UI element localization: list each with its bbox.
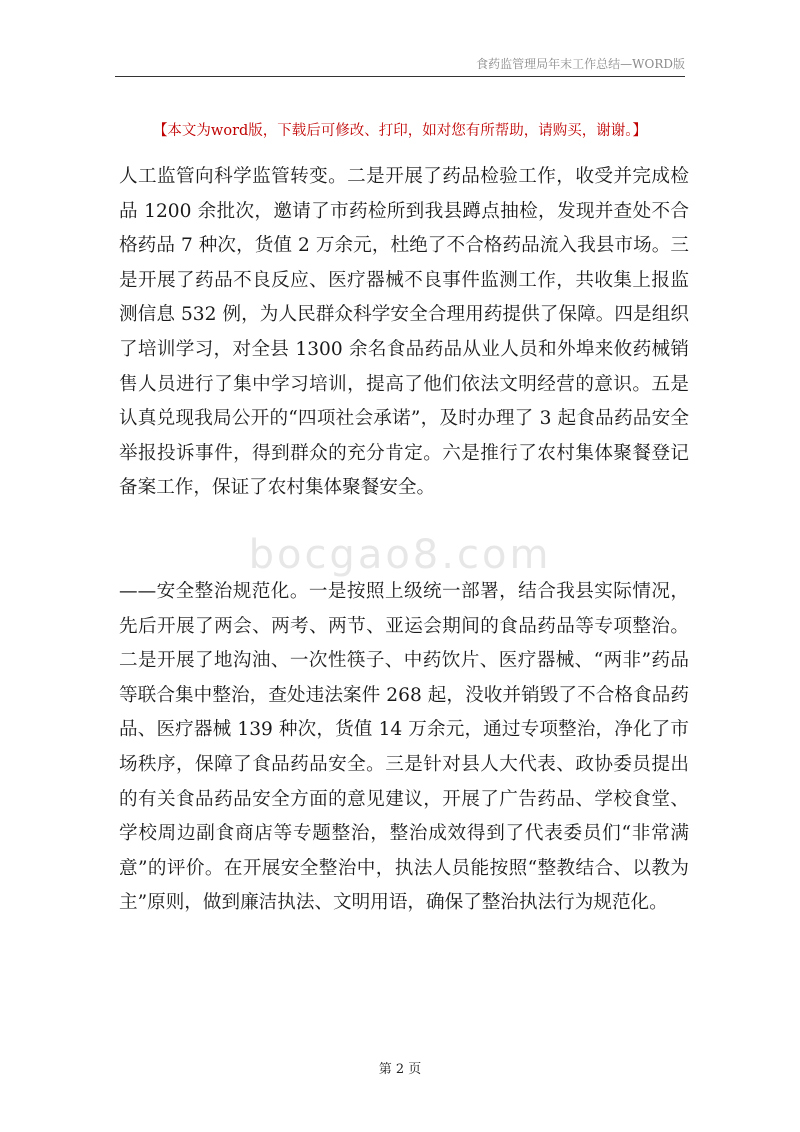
watermark: bocgao8.com <box>248 532 552 578</box>
header-divider <box>115 76 685 77</box>
purchase-notice: 【本文为word版，下载后可修改、打印，如对您有所帮助，请购买，谢谢。】 <box>152 123 648 139</box>
body-paragraph-2: ——安全整治规范化。一是按照上级统一部署，结合我县实际情况，先后开展了两会、两考、两节、亚运会期间的食品药品等专项整治。二是开展了地沟油、一次性筷子、中药饮片、医疗器械、“两非”药品等联合集中整治，查处违法案件 268 起，没收并销毁了不合格食品药品、医疗器械 139 种次，货值 14 万余元，通过专项整治，净化了市场秩序，保障了食品药品安全。三是针对县人大代表、政协委员提出的有关食品药品安全方面的意见建议，开展了广告药品、学校食堂、学校周边副食商店等专题整治，整治成效得到了代表委员们“非常满意”的评价。在开展安全整治中，执法人员能按照“整教结合、以教为主”原则，做到廉洁执法、文明用语，确保了整治执法行为规范化。 <box>119 580 689 914</box>
paragraph-gap <box>119 506 689 575</box>
document-header-title: 食药监管理局年末工作总结—WORD版 <box>476 57 685 71</box>
page-number: 第 2 页 <box>378 1062 422 1077</box>
body-paragraph-1: 人工监管向科学监管转变。二是开展了药品检验工作，收受并完成检品 1200 余批次，邀请了市药检所到我县蹲点抽检，发现并查处不合格药品 7 种次，货值 2 万余元，杜绝了不合格药品流入我县市场。三是开展了药品不良反应、医疗器械不良事件监测工作，共收集上报监测信息 532 例，为人民群众科学安全合理用药提供了保障。四是组织了培训学习，对全县 1300 余名食品药品从业人员和外埠来攸药械销售人员进行了集中学习培训，提高了他们依法文明经营的意识。五是认真兑现我局公开的“四项社会承诺”，及时办理了 3 起食品药品安全举报投诉事件，得到群众的充分肯定。六是推行了农村集体聚餐登记备案工作，保证了农村集体聚餐安全。 <box>119 166 689 499</box>
document-body <box>119 160 689 921</box>
